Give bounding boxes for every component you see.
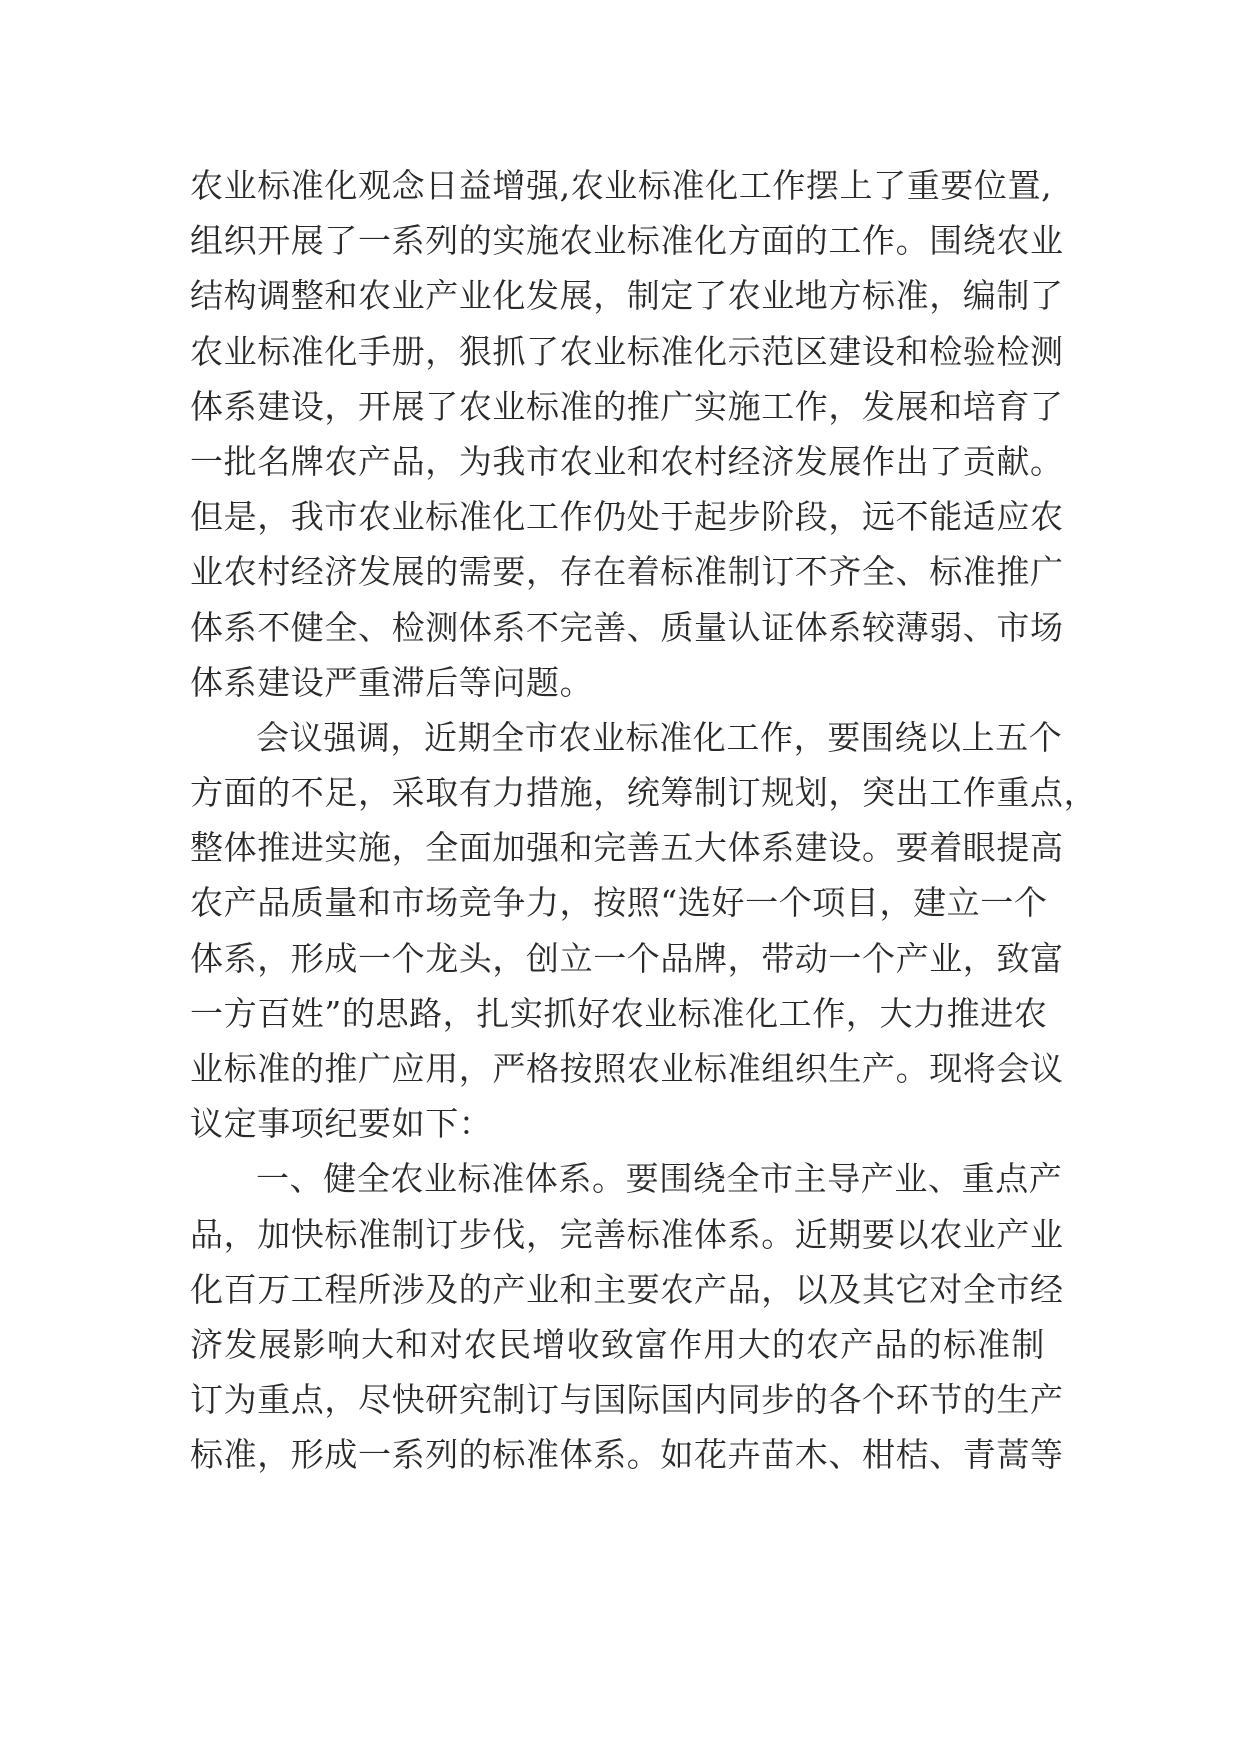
text-line: 议定事项纪要如下： bbox=[190, 1104, 493, 1144]
text-line: 体系建设，开展了农业标准的推广实施工作，发展和培育了 bbox=[190, 386, 1064, 426]
text-line: 农产品质量和市场竞争力，按照“选好一个项目，建立一个 bbox=[190, 883, 1048, 923]
text-line: 方面的不足，采取有力措施，统筹制订规划，突出工作重点， bbox=[190, 773, 1098, 813]
paragraph-first-line: 会议强调，近期全市农业标准化工作，要围绕以上五个 bbox=[256, 717, 1063, 757]
text-line: 一方百姓”的思路，扎实抓好农业标准化工作，大力推进农 bbox=[190, 993, 1048, 1033]
text-line: 组织开展了一系列的实施农业标准化方面的工作。围绕农业 bbox=[190, 221, 1064, 261]
text-line: 标准，形成一系列的标准体系。如花卉苗木、柑桔、青蒿等 bbox=[190, 1435, 1064, 1475]
text-line: 结构调整和农业产业化发展，制定了农业地方标准，编制了 bbox=[190, 276, 1064, 316]
text-line: 业标准的推广应用，严格按照农业标准组织生产。现将会议 bbox=[190, 1049, 1064, 1088]
text-line: 农业标准化手册，狠抓了农业标准化示范区建设和检验检测 bbox=[190, 331, 1064, 371]
text-line: 订为重点，尽快研究制订与国际国内同步的各个环节的生产 bbox=[190, 1380, 1064, 1420]
text-line: 体系，形成一个龙头，创立一个品牌，带动一个产业，致富 bbox=[190, 938, 1064, 978]
text-line: 化百万工程所涉及的产业和主要农产品，以及其它对全市经 bbox=[190, 1269, 1064, 1309]
text-line: 整体推进实施，全面加强和完善五大体系建设。要着眼提高 bbox=[190, 828, 1064, 868]
document-body bbox=[190, 158, 1098, 1483]
text-line: 业农村经济发展的需要，存在着标准制订不齐全、标准推广 bbox=[190, 552, 1064, 592]
text-line: 济发展影响大和对农民增收致富作用大的农产品的标准制 bbox=[190, 1324, 1045, 1364]
paragraph-first-line: 一、健全农业标准体系。要围绕全市主导产业、重点产 bbox=[256, 1159, 1063, 1199]
text-line: 但是，我市农业标准化工作仍处于起步阶段，远不能适应农 bbox=[190, 497, 1064, 537]
text-line: 品，加快标准制订步伐，完善标准体系。近期要以农业产业 bbox=[190, 1214, 1064, 1254]
text-line: 一批名牌农产品，为我市农业和农村经济发展作出了贡献。 bbox=[190, 441, 1064, 481]
text-line: 体系建设严重滞后等问题。 bbox=[190, 662, 594, 702]
text-line: 体系不健全、检测体系不完善、质量认证体系较薄弱、市场 bbox=[190, 607, 1064, 647]
text-line: 农业标准化观念日益增强,农业标准化工作摆上了重要位置, bbox=[190, 166, 1053, 205]
